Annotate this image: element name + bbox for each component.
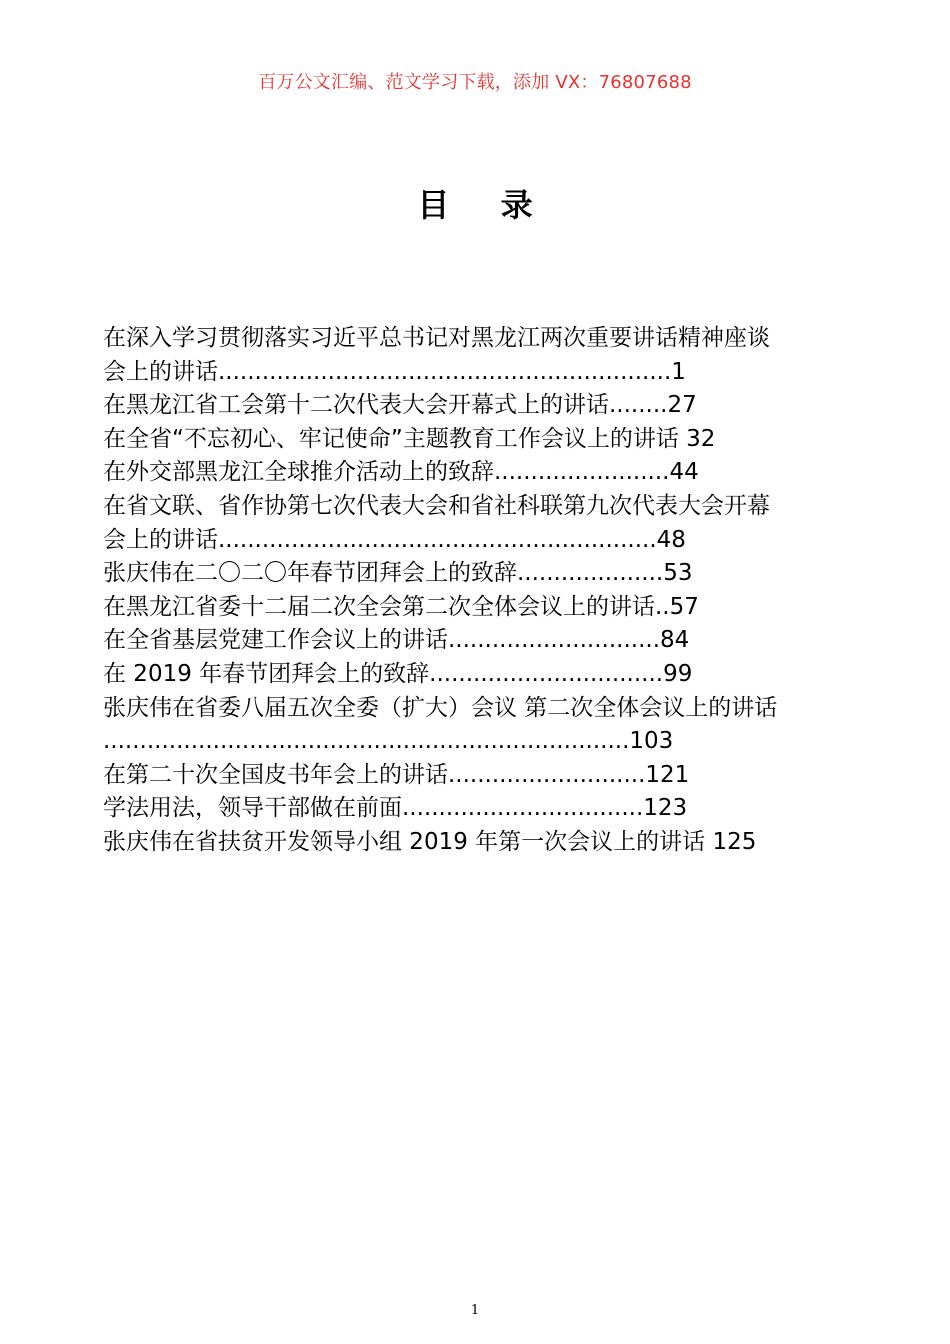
toc-line: 张庆伟在省委八届五次全委（扩大）会议 第二次全体会议上的讲话 — [103, 694, 778, 721]
page-number: 1 — [470, 1303, 480, 1318]
header-note: 百万公文汇编、范文学习下载，添加 VX：76807688 — [258, 72, 692, 93]
toc-line: 在黑龙江省工会第十二次代表大会开幕式上的讲话........27 — [103, 392, 697, 419]
toc-line: 学法用法，领导干部做在前面.................................123 — [103, 795, 688, 822]
toc-line: 在省文联、省作协第七次代表大会和省社科联第九次代表大会开幕 — [103, 492, 770, 519]
toc-line: 在外交部黑龙江全球推介活动上的致辞........................44 — [103, 459, 699, 486]
toc-line: 在深入学习贯彻落实习近平总书记对黑龙江两次重要讲话精神座谈 — [103, 325, 770, 351]
toc-line: 在全省基层党建工作会议上的讲话.............................84 — [103, 627, 690, 654]
toc-line: 会上的讲话..............................................................1 — [103, 358, 686, 385]
toc-line: ........................................................................103 — [103, 728, 674, 755]
toc-line: 在黑龙江省委十二届二次全会第二次全体会议上的讲话..57 — [103, 593, 699, 620]
toc-line: 在 2019 年春节团拜会上的致辞................................99 — [103, 660, 693, 687]
toc-line: 张庆伟在二〇二〇年春节团拜会上的致辞....................53 — [103, 560, 693, 587]
toc-line: 在第二十次全国皮书年会上的讲话...........................121 — [103, 761, 690, 788]
toc-title: 目 录 — [417, 186, 553, 224]
toc-line: 会上的讲话............................................................48 — [103, 526, 686, 553]
toc-line: 在全省“不忘初心、牢记使命”主题教育工作会议上的讲话 32 — [103, 425, 716, 452]
table-of-contents — [103, 322, 863, 860]
toc-title-wrap — [0, 180, 950, 226]
toc-line: 张庆伟在省扶贫开发领导小组 2019 年第一次会议上的讲话 125 — [103, 828, 757, 855]
